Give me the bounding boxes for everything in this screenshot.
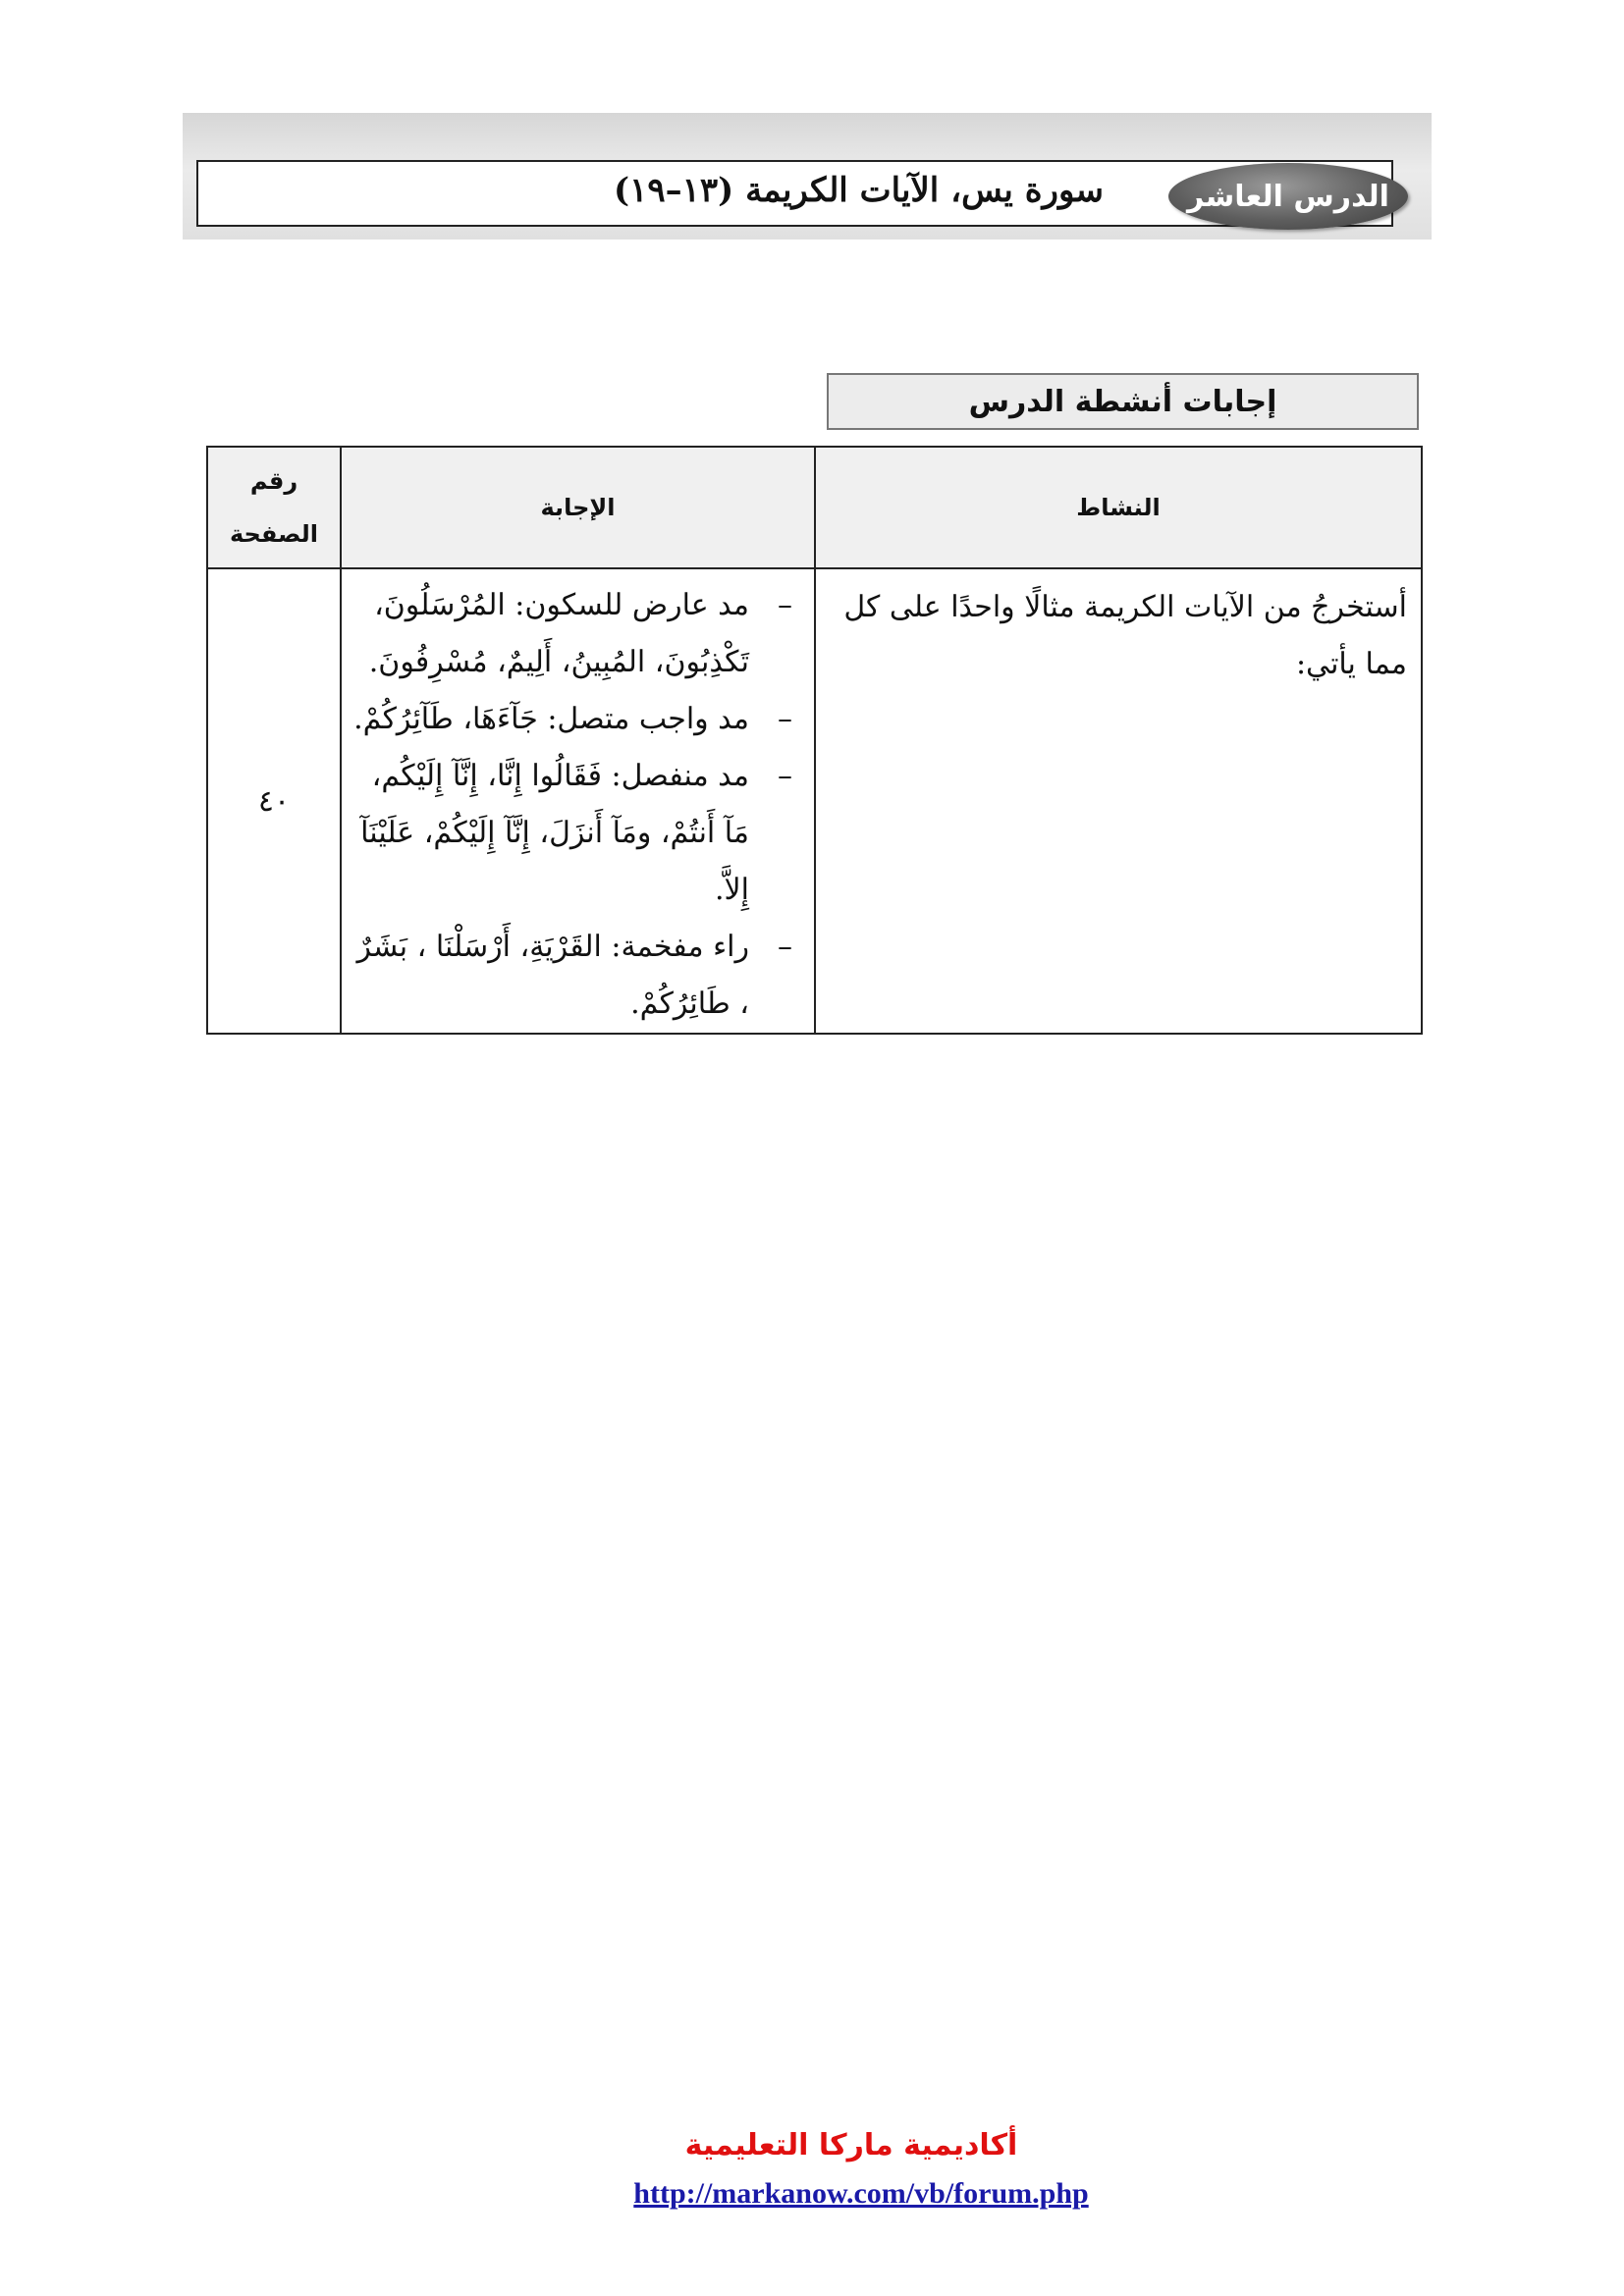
activity-cell: أستخرجُ من الآيات الكريمة مثالًا واحدًا على كل مما يأتي: (815, 568, 1422, 1034)
header-page-number: رقم الصفحة (207, 447, 341, 568)
answer-item: – مد منفصل: فَقَالُوا إِنَّا، إِنَّآ إِلَيْكُم، مَآ أَنتُمْ، ومَآ أَنزَلَ، إِنَّآ إِلَيْكُمْ، عَلَيْنَآ إِلاَّ. (360, 759, 792, 907)
page-number-cell: ٤٠ (207, 568, 341, 1034)
answer-item: – مد عارض للسكون: المُرْسَلُونَ، تَكْذِبُونَ، المُبِينُ، أَلِيمٌ، مُسْرِفُونَ. (368, 588, 792, 679)
lesson-title: سورة يس، الآيات الكريمة (١٣–١٩) (613, 171, 1104, 210)
header-answer: الإجابة (341, 447, 815, 568)
footer-link[interactable]: http://markanow.com/vb/forum.php (633, 2177, 1089, 2210)
table-row (207, 568, 1422, 1034)
answer-text: مد واجب متصل: جَآءَهَا، طَآئِرُكُمْ. (353, 702, 749, 736)
lesson-badge-label: الدرس العاشر (1187, 179, 1389, 214)
answer-list (353, 577, 792, 1033)
answer-cell (341, 568, 815, 1034)
answer-item: – راء مفخمة: القَرْيَةِ، أَرْسَلْنَا ، بَشَرٌ ، طَائِرُكُمْ. (356, 930, 792, 1021)
answer-text: راء مفخمة: القَرْيَةِ، أَرْسَلْنَا ، بَشَرٌ ، طَائِرُكُمْ. (356, 930, 749, 1021)
answers-table (206, 446, 1423, 1035)
lesson-badge (1168, 163, 1408, 230)
answer-text: مد منفصل: فَقَالُوا إِنَّا، إِنَّآ إِلَيْكُم، مَآ أَنتُمْ، ومَآ أَنزَلَ، إِنَّآ إِلَيْكُمْ، عَلَيْنَآ إِلاَّ. (360, 759, 749, 907)
footer-academy-name: أكاديمية ماركا التعليمية (684, 2128, 1018, 2163)
table-header-row (207, 447, 1422, 568)
answer-text: مد عارض للسكون: المُرْسَلُونَ، تَكْذِبُونَ، المُبِينُ، أَلِيمٌ، مُسْرِفُونَ. (368, 588, 749, 679)
answer-item: – مد واجب متصل: جَآءَهَا، طَآئِرُكُمْ. (353, 702, 792, 736)
header-activity: النشاط (815, 447, 1422, 568)
section-title: إجابات أنشطة الدرس (827, 373, 1419, 430)
